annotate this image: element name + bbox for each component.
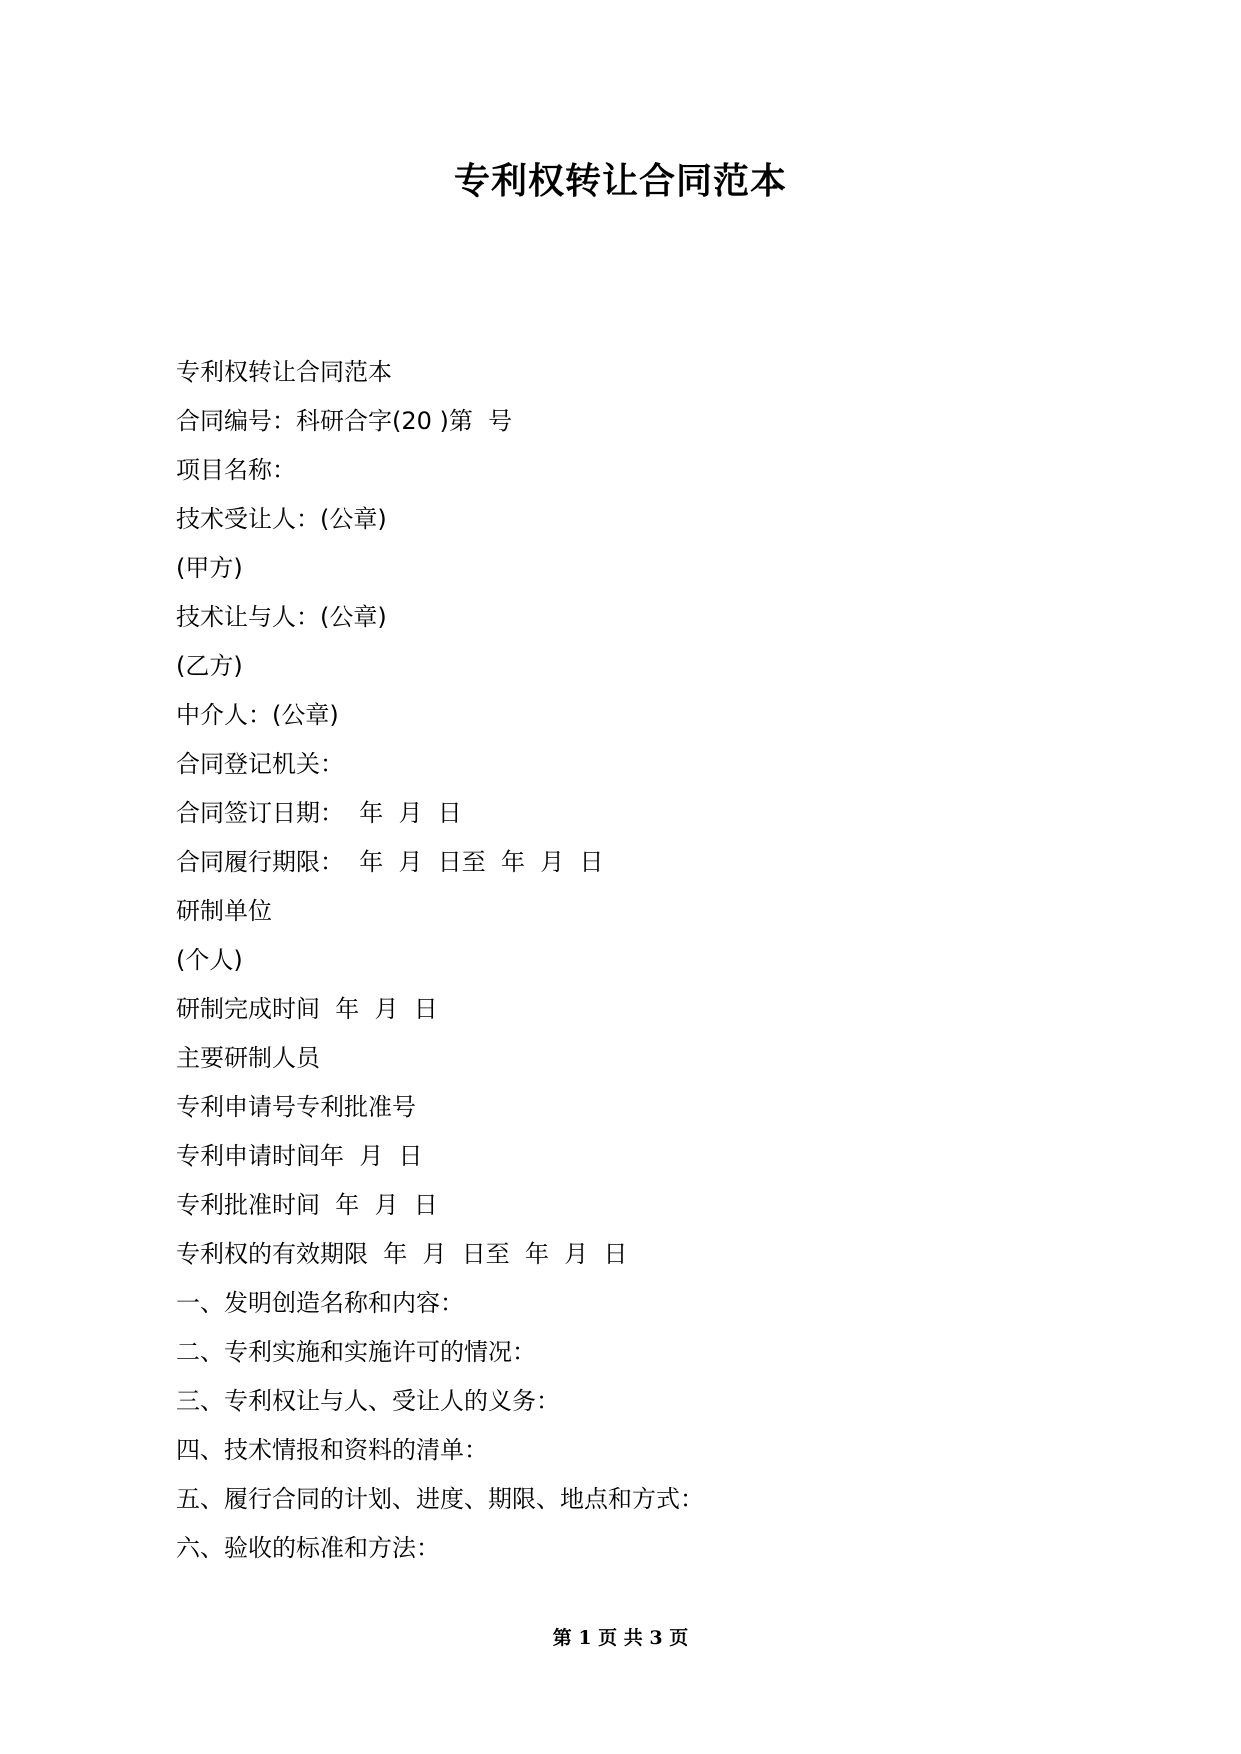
doc-line-registration-authority: 合同登记机关：	[176, 750, 344, 778]
doc-section-1: 一、发明创造名称和内容：	[176, 1289, 464, 1317]
doc-line-individual: (个人)	[176, 946, 243, 974]
doc-section-6: 六、验收的标准和方法：	[176, 1534, 440, 1562]
document-body	[176, 348, 1076, 1573]
doc-line-completion-time: 研制完成时间 年 月 日	[176, 995, 438, 1023]
doc-section-3: 三、专利权让与人、受让人的义务：	[176, 1387, 560, 1415]
doc-line-patent-numbers: 专利申请号专利批准号	[176, 1093, 416, 1121]
doc-section-5: 五、履行合同的计划、进度、期限、地点和方式：	[176, 1485, 704, 1513]
doc-line-party-b: (乙方)	[176, 652, 243, 680]
doc-line-party-a: (甲方)	[176, 554, 243, 582]
page-number: 第 1 页 共 3 页	[552, 1627, 689, 1649]
doc-line-transferor: 技术让与人：(公章)	[176, 603, 387, 631]
doc-line-validity-period: 专利权的有效期限 年 月 日至 年 月 日	[176, 1240, 628, 1268]
doc-line-performance-period: 合同履行期限： 年 月 日至 年 月 日	[176, 848, 604, 876]
doc-line-heading: 专利权转让合同范本	[176, 358, 392, 386]
doc-line-signing-date: 合同签订日期： 年 月 日	[176, 799, 462, 827]
document-title: 专利权转让合同范本	[453, 161, 787, 202]
doc-line-intermediary: 中介人：(公章)	[176, 701, 339, 729]
doc-line-transferee: 技术受让人：(公章)	[176, 505, 387, 533]
doc-line-application-time: 专利申请时间年 月 日	[176, 1142, 423, 1170]
doc-line-approval-time: 专利批准时间 年 月 日	[176, 1191, 438, 1219]
doc-line-project-name: 项目名称：	[176, 456, 296, 484]
doc-line-contract-number: 合同编号：科研合字(20 )第 号	[176, 407, 513, 435]
doc-line-development-unit: 研制单位	[176, 897, 272, 925]
doc-line-main-developers: 主要研制人员	[176, 1044, 320, 1072]
doc-section-4: 四、技术情报和资料的清单：	[176, 1436, 488, 1464]
doc-section-2: 二、专利实施和实施许可的情况：	[176, 1338, 536, 1366]
